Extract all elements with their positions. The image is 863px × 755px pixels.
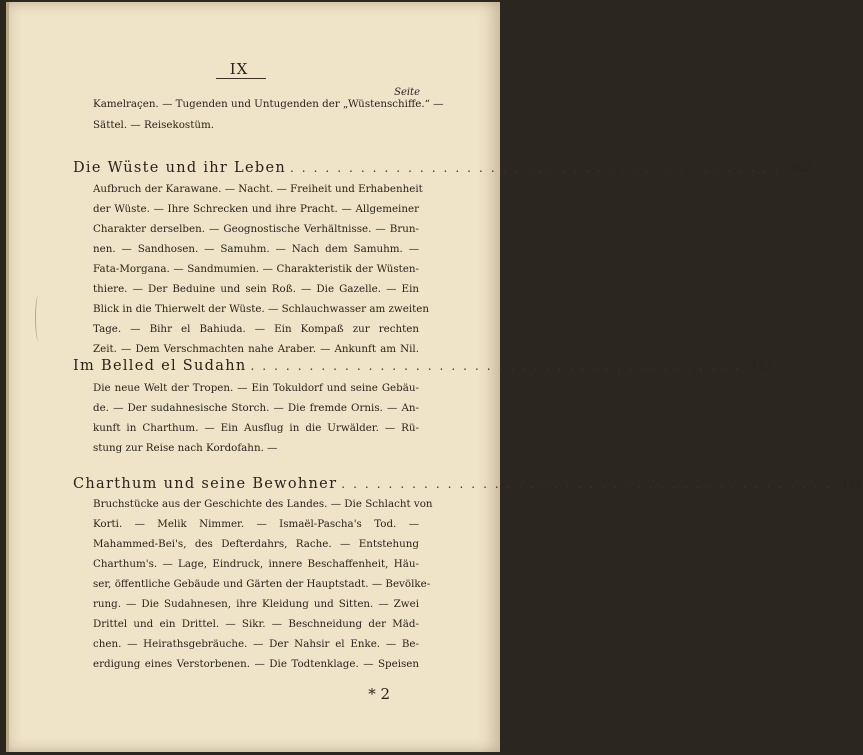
toc-heading-title: Die Wüste und ihr Leben — [73, 160, 286, 176]
toc-heading — [73, 475, 863, 494]
toc-line: Aufbruch der Karawane. — Nacht. — Freiheit und Erhabenheit — [93, 183, 423, 195]
toc-line: der Wüste. — Ihre Schrecken und ihre Pracht. — Allgemeiner — [93, 203, 419, 215]
toc-line: stung zur Reise nach Kordofahn. — — [93, 442, 278, 454]
toc-line: Zeit. — Dem Verschmachten nahe Araber. — Ankunft am Nil. — [93, 343, 419, 355]
toc-heading-page: 102 — [790, 162, 812, 175]
toc-heading-page: 139 — [841, 478, 863, 491]
toc-line: Die neue Welt der Tropen. — Ein Tokuldorf und seine Gebäu- — [93, 382, 419, 394]
column-label-seite: Seite — [394, 87, 420, 98]
leader-dots: .......................................... — [250, 359, 747, 373]
toc-line: Tage. — Bihr el Bahiuda. — Ein Kompaß zur rechten — [93, 323, 419, 335]
page-gutter-edge — [6, 2, 9, 752]
signature-mark: * 2 — [368, 685, 390, 703]
toc-line: Mahammed-Bei's, des Defterdahrs, Rache. — Entstehung — [93, 538, 419, 550]
toc-heading-title: Charthum und seine Bewohner — [73, 476, 338, 492]
toc-line: Kamelraçen. — Tugenden und Untugenden der „Wüstenschiffe.“ — — [93, 98, 444, 110]
leader-dots: .......................................... — [341, 477, 838, 491]
toc-line: Sättel. — Reisekostüm. — [93, 119, 215, 131]
toc-line: kunft in Charthum. — Ein Ausflug in die Urwälder. — Rü- — [93, 422, 419, 434]
toc-line: Blick in die Thierwelt der Wüste. — Schlauchwasser am zweiten — [93, 303, 430, 315]
toc-line: Fata-Morgana. — Sandmumien. — Charakteristik der Wüsten- — [93, 263, 419, 275]
toc-line: Korti. — Melik Nimmer. — Ismaël-Pascha's Tod. — — [93, 518, 419, 530]
toc-heading — [73, 159, 812, 178]
toc-heading-title: Im Belled el Sudahn — [73, 358, 247, 374]
toc-line: Drittel und ein Drittel. — Sikr. — Beschneidung der Mäd- — [93, 618, 419, 630]
toc-line: ser, öffentliche Gebäude und Gärten der Hauptstadt. — Bevölke- — [93, 578, 431, 590]
page-number: IX — [229, 60, 249, 78]
toc-heading-page: 127 — [750, 360, 772, 373]
toc-line: Charthum's. — Lage, Eindruck, innere Beschaffenheit, Häu- — [93, 558, 419, 570]
toc-line: Bruchstücke aus der Geschichte des Landes. — Die Schlacht von — [93, 498, 433, 510]
toc-line: rung. — Die Sudahnesen, ihre Kleidung und Sitten. — Zwei — [93, 598, 419, 610]
toc-line: erdigung eines Verstorbenen. — Die Todtenklage. — Speisen — [93, 658, 419, 670]
leader-dots: .......................................... — [289, 161, 787, 175]
toc-heading — [73, 357, 772, 376]
margin-pencil-mark — [35, 295, 42, 341]
toc-line: thiere. — Der Beduine und sein Roß. — Die Gazelle. — Ein — [93, 283, 419, 295]
toc-line: chen. — Heirathsgebräuche. — Der Nahsir el Enke. — Be- — [93, 638, 419, 650]
toc-line: Charakter derselben. — Geognostische Verhältnisse. — Brun- — [93, 223, 419, 235]
header-rule — [216, 78, 266, 79]
toc-line: nen. — Sandhosen. — Samuhm. — Nach dem Samuhm. — — [93, 243, 419, 255]
toc-line: de. — Der sudahnesische Storch. — Die fremde Ornis. — An- — [93, 402, 419, 414]
